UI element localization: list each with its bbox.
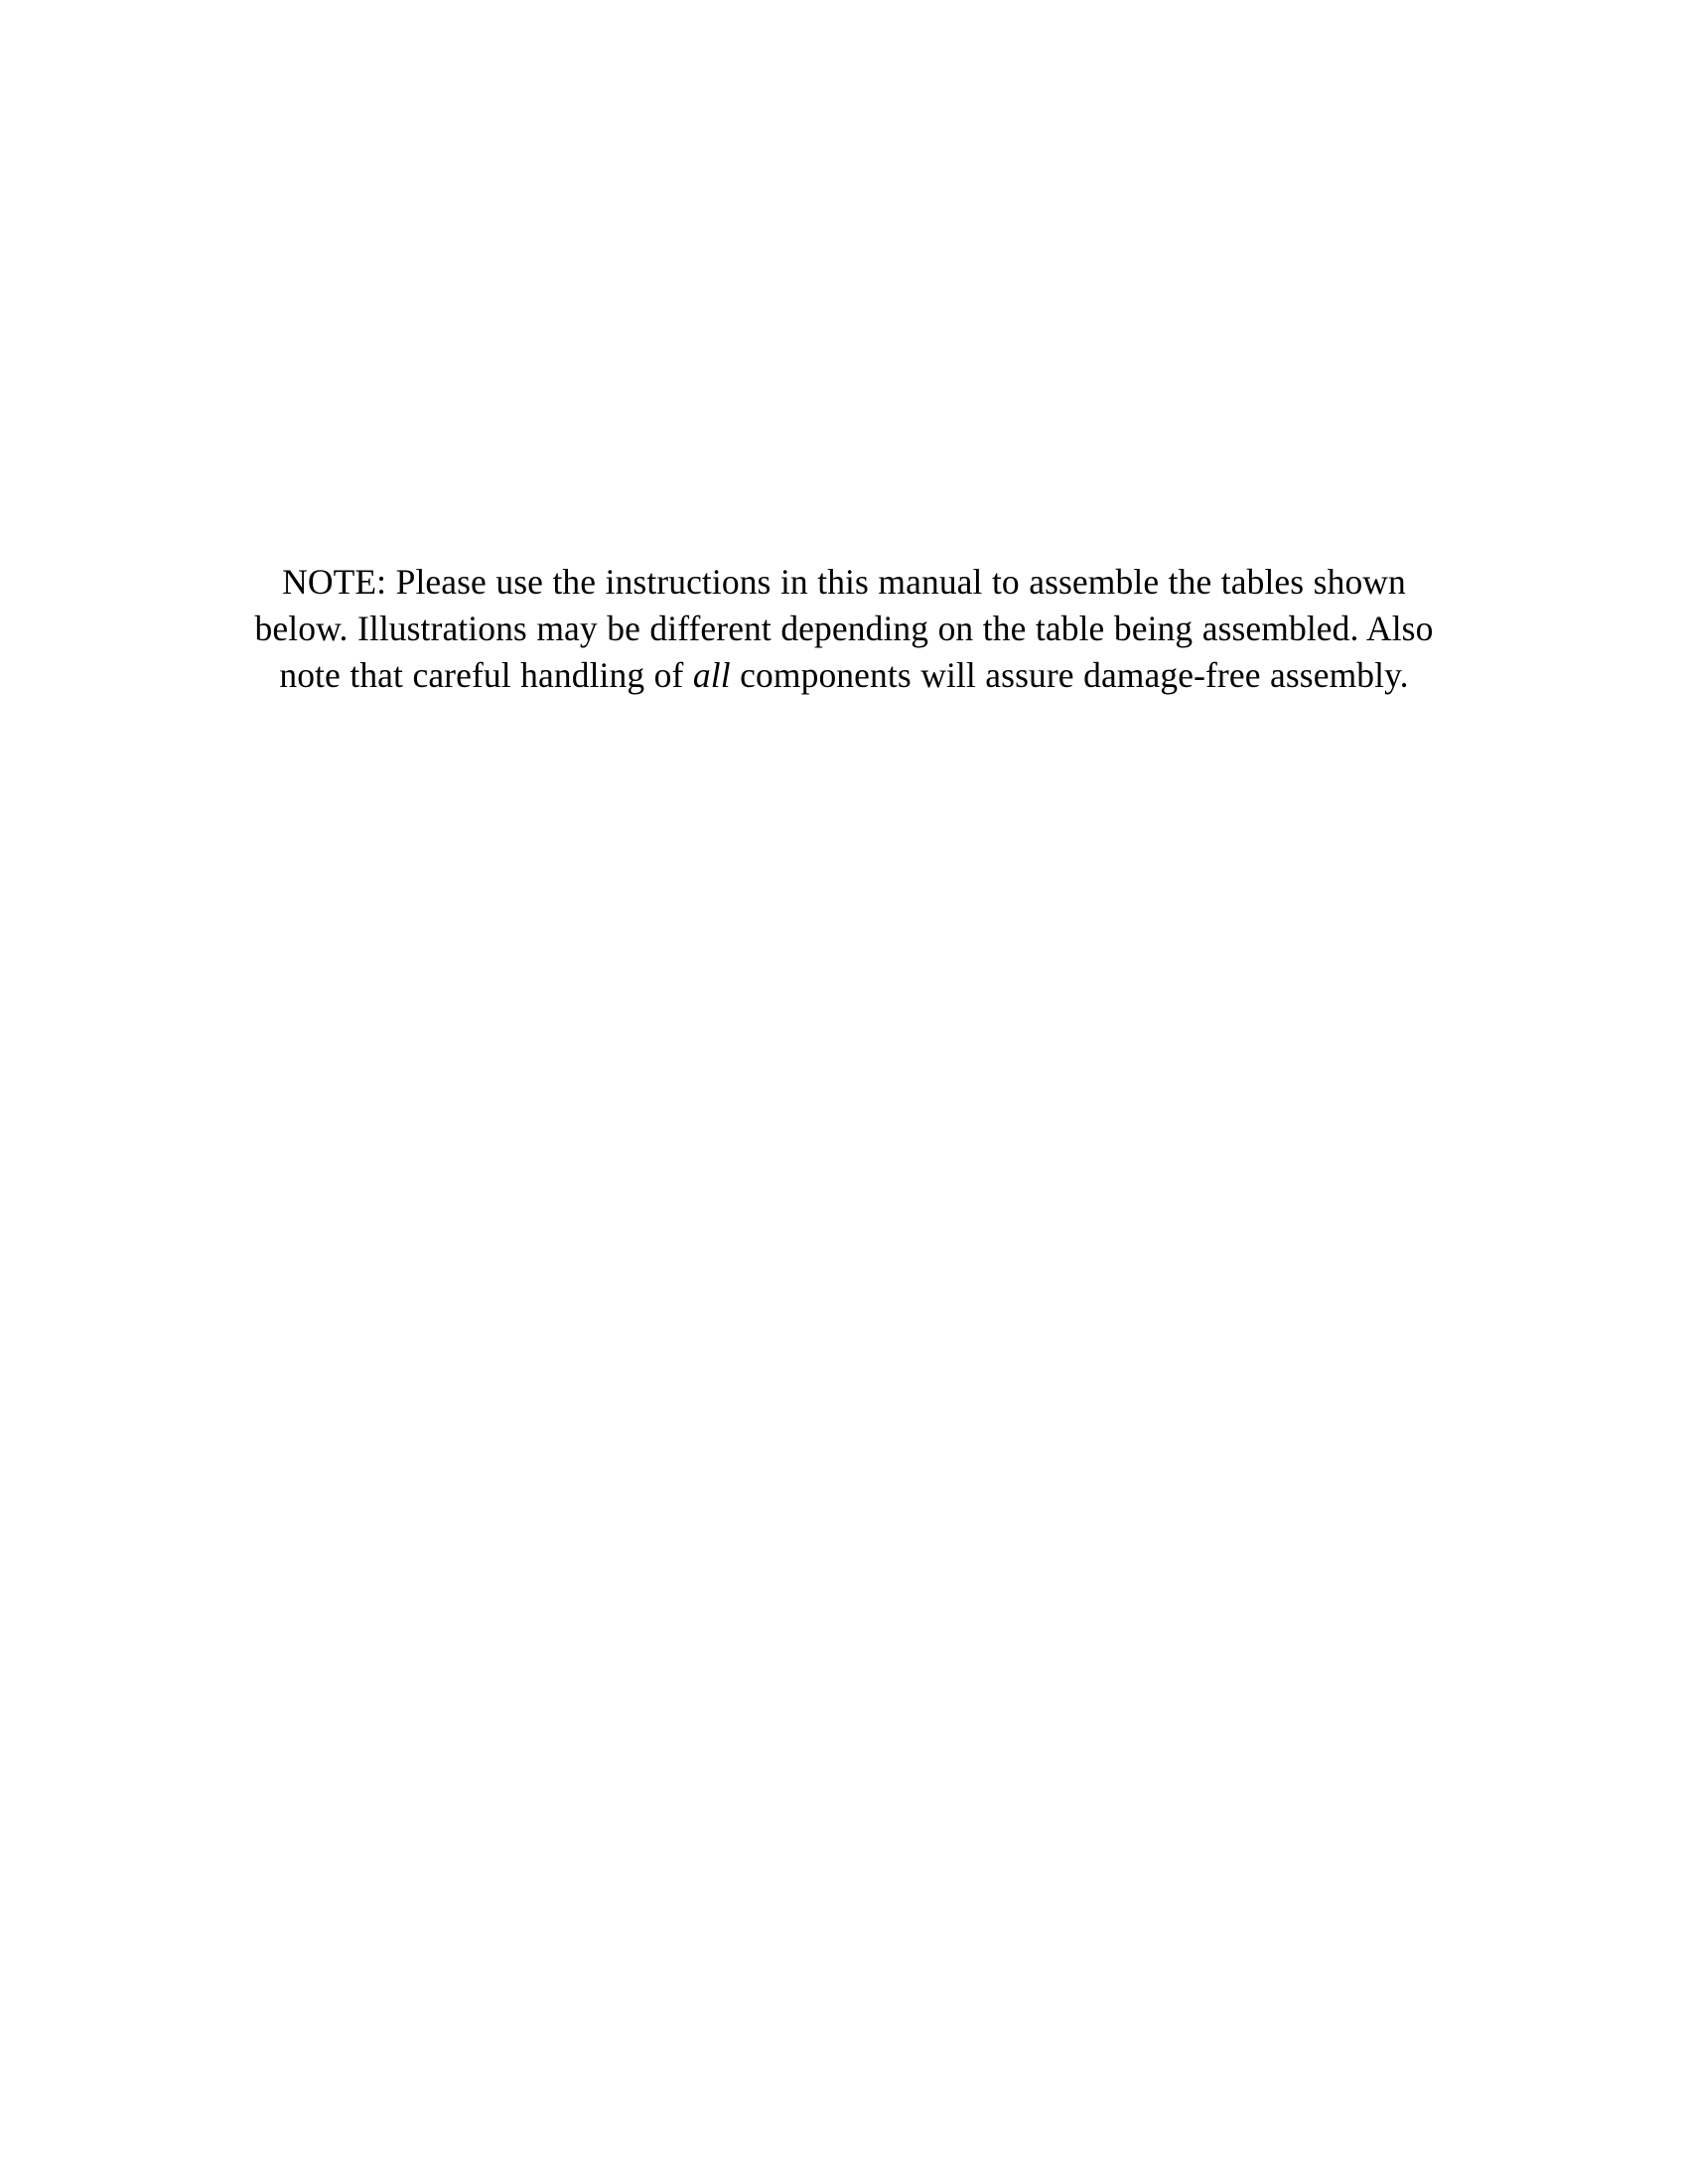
note-block [0,559,1688,699]
note-lead-label: NOTE: [282,562,387,602]
note-paragraph [233,559,1455,699]
note-emphasis-word: all [692,655,731,695]
note-text-segment-2: components will assure damage-free assembly. [730,655,1409,695]
note-text-segment-1: Please use the instructions in this manual to assemble the tables shown below. Illustrations may be different depending on the table being assembled. Also note that careful handling of [254,562,1434,695]
